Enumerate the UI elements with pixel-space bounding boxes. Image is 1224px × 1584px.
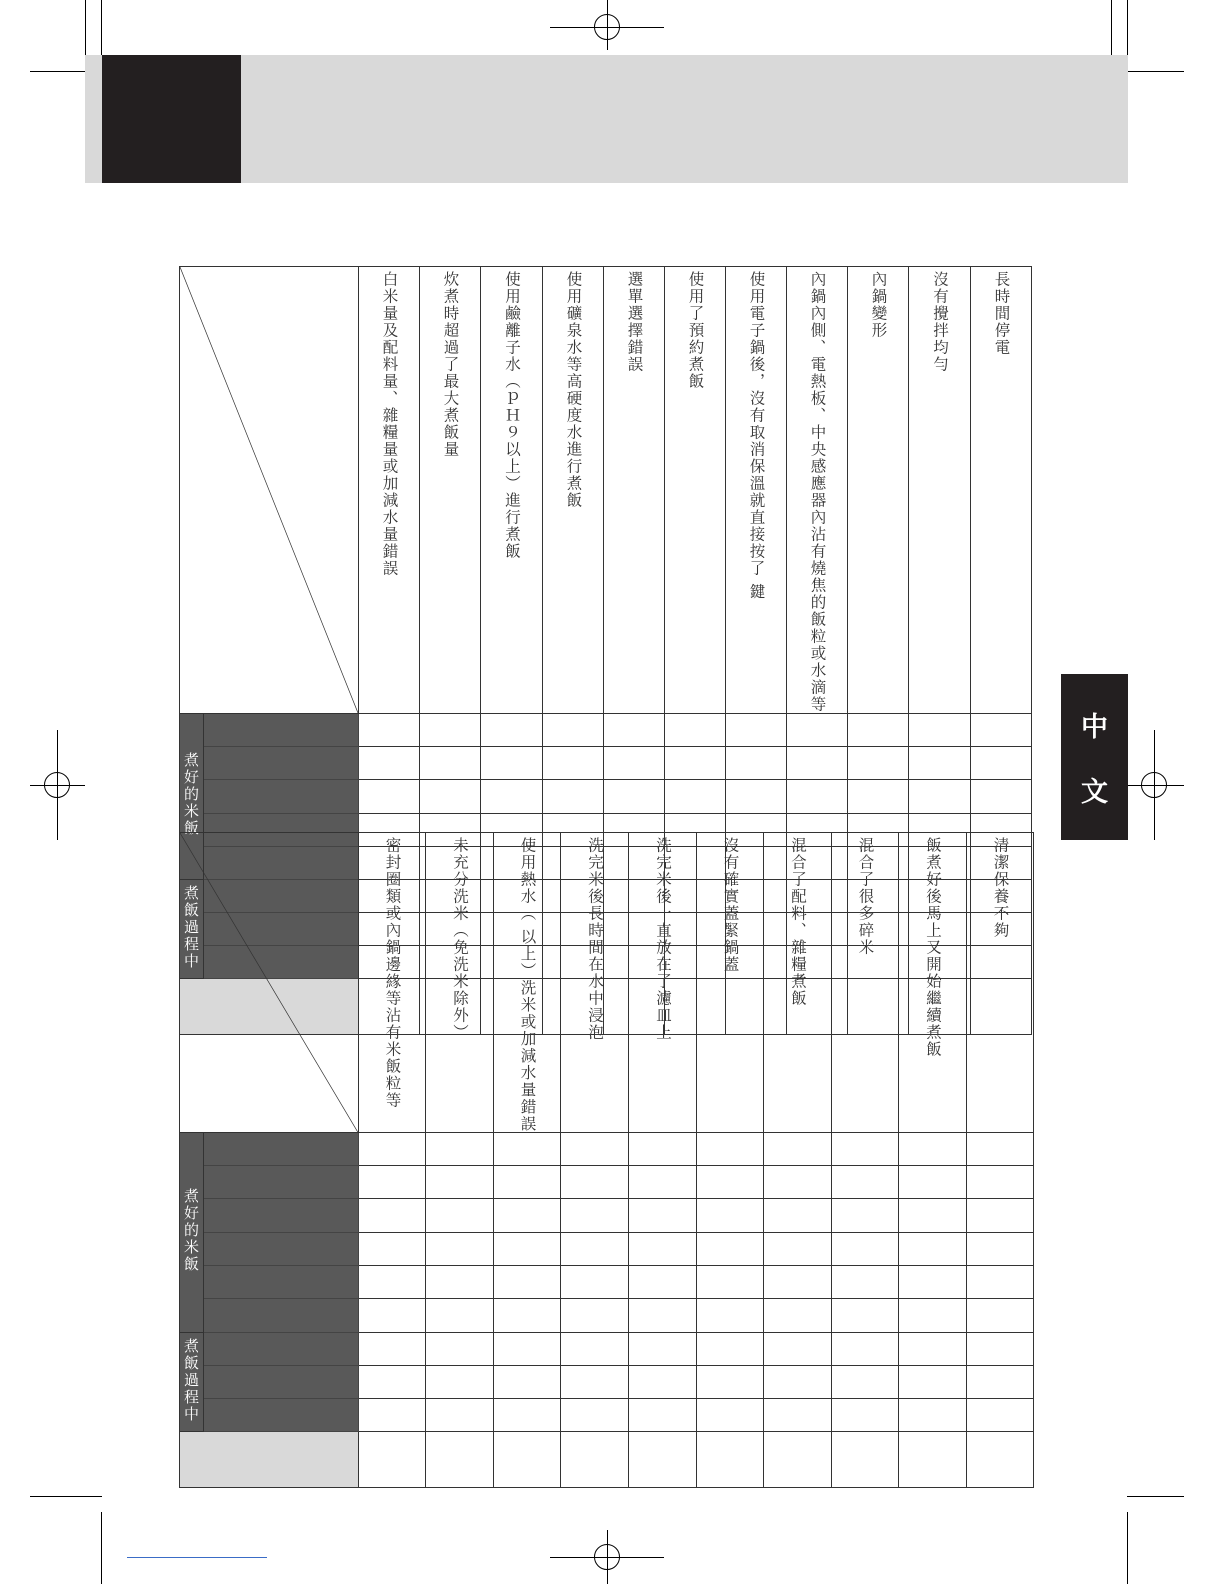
table-cell: [764, 1199, 832, 1233]
table-cell: [629, 1399, 697, 1432]
table-cell: [561, 1333, 629, 1366]
table-cell: [543, 714, 604, 747]
table-cell: [629, 1432, 697, 1488]
table-cell: [848, 780, 909, 814]
table-cell: [494, 1299, 561, 1333]
table-cell: [764, 1233, 832, 1266]
table-cell: [629, 1333, 697, 1366]
table-cell: [481, 714, 543, 747]
column-header: 選單選擇錯誤: [604, 267, 665, 714]
table-cell: [629, 1266, 697, 1299]
table-cell: [967, 1366, 1034, 1399]
table-cell: [832, 1366, 899, 1399]
column-header: 使用了預約煮飯: [665, 267, 726, 714]
column-header: 內鍋變形: [848, 267, 909, 714]
table-cell: [561, 1432, 629, 1488]
table-cell: [764, 1166, 832, 1199]
table-cell: [899, 1399, 967, 1432]
column-header: 飯煮好後馬上又開始繼續煮飯: [899, 833, 967, 1133]
column-header: 沒有攪拌均勻: [909, 267, 971, 714]
table-cell: [764, 1133, 832, 1166]
table-cell: [697, 1299, 764, 1333]
table-cell: [494, 1266, 561, 1299]
table-cell: [494, 1399, 561, 1432]
table-cell: [426, 1432, 494, 1488]
table-cell: [359, 780, 420, 814]
table-cell: [909, 714, 971, 747]
table-cell: [629, 1299, 697, 1333]
table-cell: [832, 1133, 899, 1166]
table-cell: [787, 780, 848, 814]
row-label: [204, 1199, 359, 1233]
row-label: [204, 1299, 359, 1333]
row-label: [204, 780, 359, 814]
row-label: [204, 1366, 359, 1399]
row-label: [204, 747, 359, 780]
column-header: 混合了配料、雜糧煮飯: [764, 833, 832, 1133]
row-label: [204, 1233, 359, 1266]
table-cell: [787, 714, 848, 747]
column-header: 白米量及配料量、雜糧量或加減水量錯誤: [359, 267, 420, 714]
row-label: [204, 1333, 359, 1366]
table-cell: [561, 1133, 629, 1166]
table-cell: [697, 1199, 764, 1233]
table-cell: [426, 1299, 494, 1333]
column-header: 密封圈類或內鍋邊緣等沾有米飯粒等: [359, 833, 426, 1133]
column-header: 未充分洗米（免洗米除外）: [426, 833, 494, 1133]
table-cell: [420, 747, 481, 780]
table-cell: [899, 1166, 967, 1199]
header-bar: [85, 55, 1128, 183]
table-cell: [967, 1166, 1034, 1199]
link-underline: [127, 1557, 267, 1558]
table-cell: [604, 714, 665, 747]
table-cell: [832, 1199, 899, 1233]
table-cell: [359, 1199, 426, 1233]
table-cell: [697, 1233, 764, 1266]
column-header: 內鍋內側、電熱板、中央感應器內沾有燒焦的飯粒或水滴等: [787, 267, 848, 714]
table-cell: [561, 1299, 629, 1333]
table-cell: [359, 1299, 426, 1333]
table-cell: [832, 1166, 899, 1199]
table-cell: [561, 1399, 629, 1432]
row-label: [204, 1166, 359, 1199]
table-cell: [543, 747, 604, 780]
table-cell: [967, 1399, 1034, 1432]
table-cell: [426, 1133, 494, 1166]
table-cell: [359, 1266, 426, 1299]
table-cell: [359, 714, 420, 747]
table-cell: [426, 1233, 494, 1266]
table-cell: [832, 1333, 899, 1366]
language-tab-char-1: 中: [1081, 712, 1108, 743]
table-cell: [899, 1333, 967, 1366]
table-cell: [967, 1266, 1034, 1299]
table-cell: [726, 714, 787, 747]
table-cell: [561, 1199, 629, 1233]
table-cell: [899, 1366, 967, 1399]
table-cell: [359, 1432, 426, 1488]
table-cell: [764, 1399, 832, 1432]
table-cell: [494, 1199, 561, 1233]
column-header: 清潔保養不夠: [967, 833, 1034, 1133]
table-cell: [764, 1366, 832, 1399]
table-cell: [764, 1333, 832, 1366]
table-cell: [604, 780, 665, 814]
table-cell: [967, 1199, 1034, 1233]
table-cell: [764, 1299, 832, 1333]
table-cell: [832, 1266, 899, 1299]
table-cell: [359, 1166, 426, 1199]
table-cell: [726, 747, 787, 780]
column-header: 使用礦泉水等高硬度水進行煮飯: [543, 267, 604, 714]
table-cell: [561, 1366, 629, 1399]
group-label-during-cooking: 煮飯過程中: [180, 880, 204, 979]
table-cell: [899, 1199, 967, 1233]
language-tab: [1061, 674, 1128, 840]
table-cell: [832, 1299, 899, 1333]
table-cell: [726, 780, 787, 814]
table-cell: [561, 1166, 629, 1199]
table-cell: [967, 1233, 1034, 1266]
table-corner: [180, 833, 359, 1133]
table-cell: [967, 1432, 1034, 1488]
group-label-cooked-rice: 煮好的米飯: [180, 1133, 204, 1333]
row-label: [204, 1399, 359, 1432]
table-cell: [899, 1432, 967, 1488]
column-header: 使用鹼離子水（ｐＨ９以上）進行煮飯: [481, 267, 543, 714]
table-cell: [697, 1133, 764, 1166]
table-cell: [543, 780, 604, 814]
table-cell: [426, 1199, 494, 1233]
table-cell: [764, 1266, 832, 1299]
column-header: 使用電子鍋後，沒有取消保溫就直接按了 鍵: [726, 267, 787, 714]
table-cell: [697, 1166, 764, 1199]
table-cell: [604, 747, 665, 780]
table-cell: [426, 1333, 494, 1366]
table-cell: [494, 1432, 561, 1488]
table-cell: [697, 1333, 764, 1366]
table-cell: [359, 1366, 426, 1399]
table-cell: [967, 1333, 1034, 1366]
table-cell: [494, 1166, 561, 1199]
table-cell: [494, 1366, 561, 1399]
table-cell: [359, 1333, 426, 1366]
table-cell: [697, 1266, 764, 1299]
column-header: 炊煮時超過了最大煮飯量: [420, 267, 481, 714]
column-header: 洗完米後長時間在水中浸泡: [561, 833, 629, 1133]
column-header: 使用熱水（ 以上）洗米或加減水量錯誤: [494, 833, 561, 1133]
table-corner: [180, 267, 359, 714]
group-label-during-cooking: 煮飯過程中: [180, 1333, 204, 1432]
table-cell: [832, 1399, 899, 1432]
header-block: [102, 55, 241, 183]
table-cell: [967, 1299, 1034, 1333]
table-cell: [899, 1266, 967, 1299]
table-cell: [426, 1266, 494, 1299]
table-cell: [629, 1133, 697, 1166]
table-cell: [971, 780, 1032, 814]
column-header: 洗完米後一直放在了濾皿上: [629, 833, 697, 1133]
column-header: 沒有確實蓋緊鍋蓋: [697, 833, 764, 1133]
table-cell: [971, 714, 1032, 747]
table-cell: [481, 747, 543, 780]
table-cell: [665, 747, 726, 780]
table-cell: [848, 747, 909, 780]
table-cell: [426, 1399, 494, 1432]
column-header: 長時間停電: [971, 267, 1032, 714]
row-label: [204, 1266, 359, 1299]
table-cell: [899, 1299, 967, 1333]
table-cell: [909, 780, 971, 814]
table-cell: [971, 747, 1032, 780]
table-cell: [665, 780, 726, 814]
table-cell: [697, 1366, 764, 1399]
row-label: [204, 714, 359, 747]
table-cell: [909, 747, 971, 780]
table-cell: [494, 1333, 561, 1366]
table-cell: [629, 1199, 697, 1233]
table-cell: [787, 747, 848, 780]
table-cell: [426, 1166, 494, 1199]
table-cell: [481, 780, 543, 814]
table-cell: [899, 1133, 967, 1166]
troubleshooting-table-2: [179, 832, 1034, 1488]
table-cell: [967, 1133, 1034, 1166]
row-label-other: [180, 1432, 359, 1488]
language-tab-char-2: 文: [1081, 777, 1108, 808]
table-cell: [494, 1233, 561, 1266]
table-cell: [420, 780, 481, 814]
table-cell: [832, 1233, 899, 1266]
table-cell: [629, 1366, 697, 1399]
table-cell: [848, 714, 909, 747]
table-cell: [359, 1133, 426, 1166]
table-cell: [494, 1133, 561, 1166]
table-cell: [426, 1366, 494, 1399]
table-cell: [697, 1432, 764, 1488]
table-cell: [697, 1399, 764, 1432]
table-cell: [629, 1166, 697, 1199]
row-label: [204, 1133, 359, 1166]
table-cell: [561, 1266, 629, 1299]
table-cell: [359, 1233, 426, 1266]
table-cell: [832, 1432, 899, 1488]
table-cell: [764, 1432, 832, 1488]
group-label-cooked-rice: 煮好的米飯: [180, 714, 204, 880]
table-cell: [629, 1233, 697, 1266]
table-cell: [561, 1233, 629, 1266]
table-cell: [665, 714, 726, 747]
column-header: 混合了很多碎米: [832, 833, 899, 1133]
table-cell: [420, 714, 481, 747]
table-cell: [359, 747, 420, 780]
table-cell: [899, 1233, 967, 1266]
table-cell: [359, 1399, 426, 1432]
